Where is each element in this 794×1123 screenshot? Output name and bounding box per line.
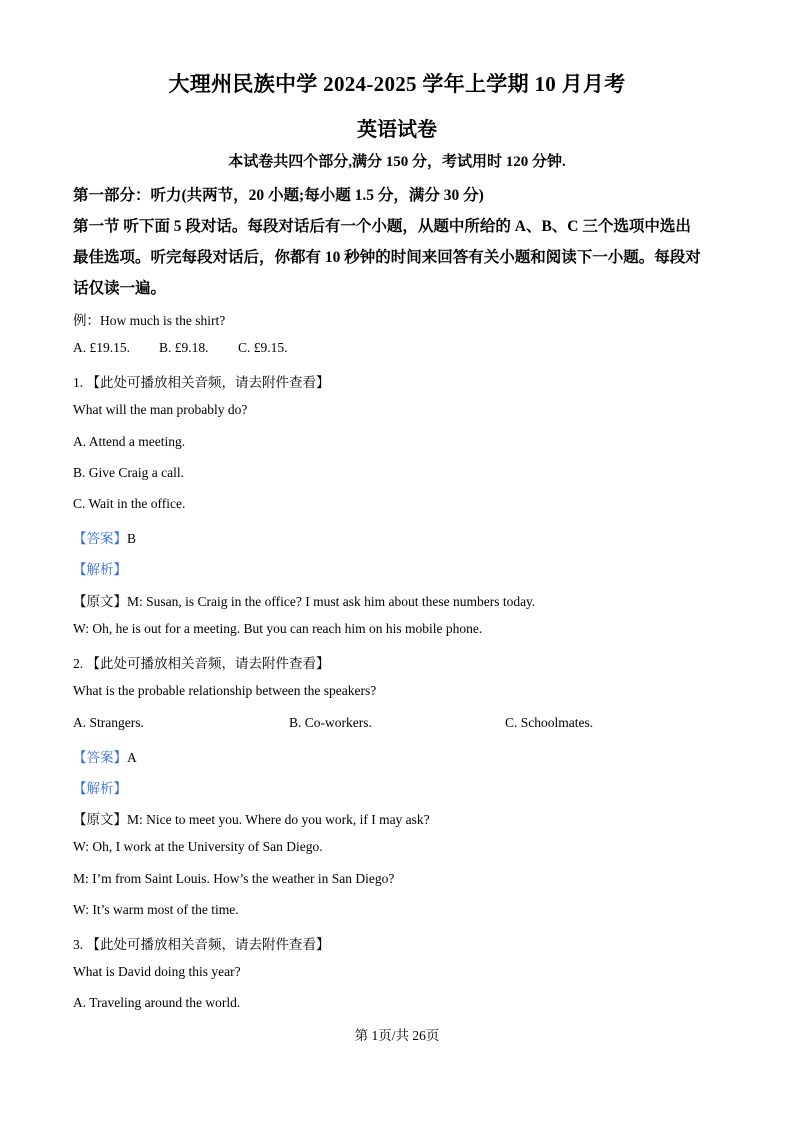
q2-audio-placeholder: 2. 【此处可播放相关音频，请去附件查看】 bbox=[73, 656, 330, 671]
exam-subject: 英语试卷 bbox=[357, 119, 437, 141]
q2-transcript-2: W: Oh, I work at the University of San Diego. bbox=[73, 839, 323, 854]
exam-note: 本试卷共四个部分,满分 150 分，考试用时 120 分钟. bbox=[228, 154, 566, 170]
q3-option-a: A. Traveling around the world. bbox=[73, 995, 241, 1010]
q1-option-a: A. Attend a meeting. bbox=[73, 434, 186, 449]
q2-option-a: A. Strangers. bbox=[73, 715, 144, 730]
q1-audio-placeholder: 1. 【此处可播放相关音频，请去附件查看】 bbox=[73, 375, 330, 390]
q1-answer bbox=[73, 527, 136, 547]
q2-transcript-3: M: I’m from Saint Louis. How’s the weather in San Diego? bbox=[73, 871, 395, 886]
exam-title: 大理州民族中学 2024-2025 学年上学期 10 月月考 bbox=[168, 72, 626, 96]
q2-transcript-1: 【原文】M: Nice to meet you. Where do you work, if I may ask? bbox=[73, 812, 430, 827]
example-question: 例：How much is the shirt? bbox=[73, 313, 226, 328]
q2-question: What is the probable relationship between the speakers? bbox=[73, 683, 377, 698]
q2-option-c: C. Schoolmates. bbox=[505, 715, 594, 730]
q1-analysis-label: 【解析】 bbox=[73, 562, 127, 577]
section-instruction-line1: 第一节 听下面 5 段对话。每段对话后有一个小题，从题中所给的 A、B、C 三个选项中选出 bbox=[73, 218, 691, 235]
section-instruction-line2: 最佳选项。听完每段对话后，你都有 10 秒钟的时间来回答有关小题和阅读下一小题。每段对 bbox=[73, 249, 701, 266]
example-option-a: A. £19.15. bbox=[73, 340, 130, 355]
q1-transcript-2: W: Oh, he is out for a meeting. But you can reach him on his mobile phone. bbox=[73, 621, 483, 636]
q2-answer bbox=[73, 746, 137, 766]
q2-option-b: B. Co-workers. bbox=[289, 715, 372, 730]
q3-audio-placeholder: 3. 【此处可播放相关音频，请去附件查看】 bbox=[73, 937, 330, 952]
example-option-c: C. £9.15. bbox=[238, 340, 288, 355]
q1-transcript-1: 【原文】M: Susan, is Craig in the office? I must ask him about these numbers today. bbox=[73, 594, 536, 609]
part1-heading: 第一部分：听力(共两节，20 小题;每小题 1.5 分，满分 30 分) bbox=[73, 187, 484, 204]
q1-option-c: C. Wait in the office. bbox=[73, 496, 186, 511]
answer-value: B bbox=[127, 531, 137, 546]
answer-label: 【答案】 bbox=[73, 750, 127, 765]
q2-analysis-label: 【解析】 bbox=[73, 781, 127, 796]
q3-question: What is David doing this year? bbox=[73, 964, 241, 979]
q2-transcript-4: W: It’s warm most of the time. bbox=[73, 902, 239, 917]
q1-question: What will the man probably do? bbox=[73, 402, 248, 417]
page-number: 第 1页/共 26页 bbox=[354, 1028, 440, 1043]
q1-option-b: B. Give Craig a call. bbox=[73, 465, 184, 480]
section-instruction-line3: 话仅读一遍。 bbox=[73, 280, 167, 297]
answer-label: 【答案】 bbox=[73, 531, 127, 546]
example-option-b: B. £9.18. bbox=[159, 340, 209, 355]
answer-value: A bbox=[127, 750, 137, 765]
